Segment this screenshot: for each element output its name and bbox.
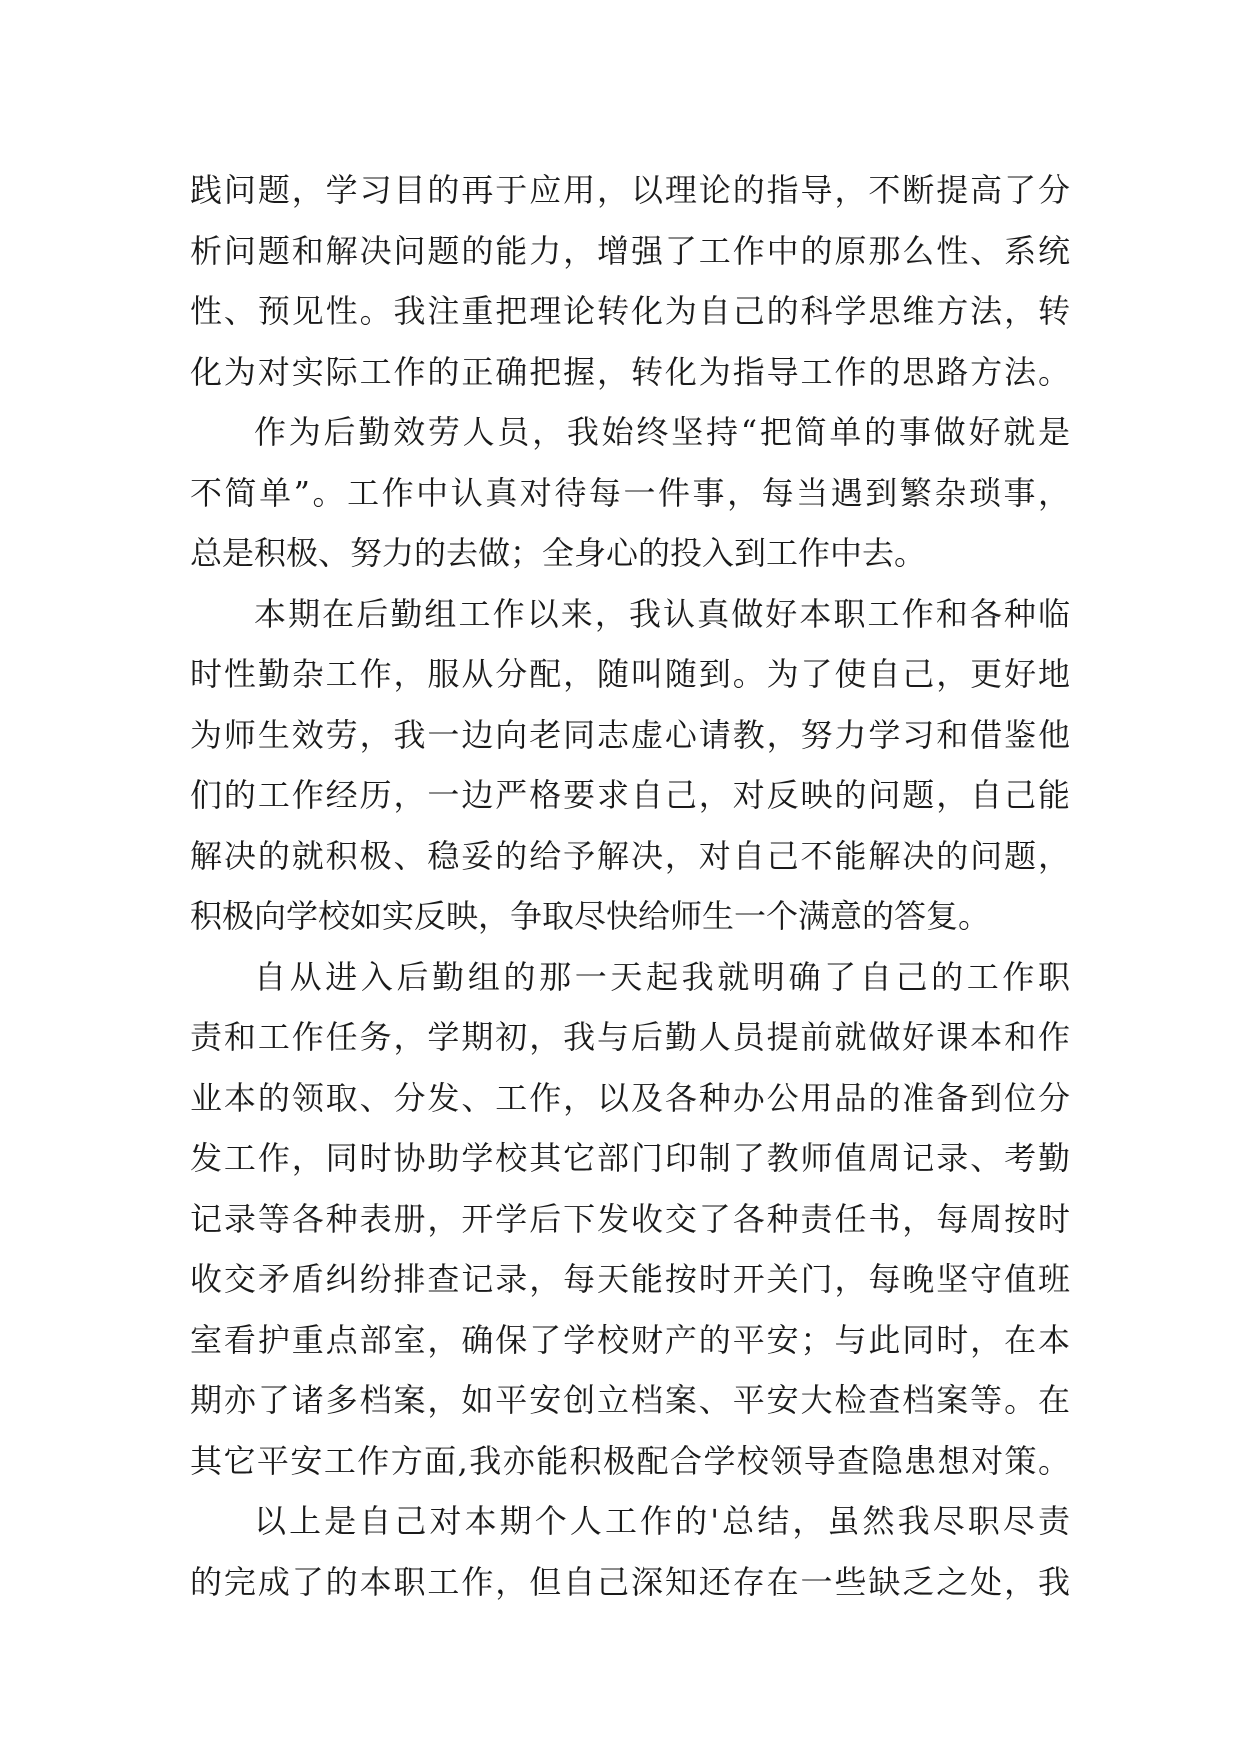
text-line: 们的工作经历，一边严格要求自己，对反映的问题，自己能: [190, 776, 1070, 814]
text-line: 发工作，同时协助学校其它部门印制了教师值周记录、考勤: [190, 1139, 1070, 1177]
text-line: 期亦了诸多档案，如平安创立档案、平安大检查档案等。在: [190, 1381, 1070, 1419]
paragraph-first-line: 自从进入后勤组的那一天起我就明确了自己的工作职: [254, 957, 1070, 996]
paragraph-last-line: 总是积极、努力的去做；全身心的投入到工作中去。: [190, 534, 927, 572]
text-line: 为师生效劳，我一边向老同志虚心请教，努力学习和借鉴他: [190, 715, 1070, 754]
text-line: 化为对实际工作的正确把握，转化为指导工作的思路方法。: [190, 352, 1070, 391]
text-line: 不简单”。工作中认真对待每一件事，每当遇到繁杂琐事，: [190, 473, 1070, 512]
text-line: 时性勤杂工作，服从分配，随叫随到。为了使自己，更好地: [190, 655, 1070, 693]
text-line: 记录等各种表册，开学后下发收交了各种责任书，每周按时: [190, 1199, 1070, 1238]
text-line: 解决的就积极、稳妥的给予解决，对自己不能解决的问题，: [190, 836, 1070, 875]
paragraph-first-line: 以上是自己对本期个人工作的'总结，虽然我尽职尽责: [254, 1502, 1070, 1540]
paragraph-last-line: 积极向学校如实反映，争取尽快给师生一个满意的答复。: [190, 897, 991, 935]
paragraph-first-line: 作为后勤效劳人员，我始终坚持“把简单的事做好就是: [254, 413, 1070, 451]
paragraph-first-line: 本期在后勤组工作以来，我认真做好本职工作和各种临: [254, 594, 1070, 633]
text-line: 收交矛盾纠纷排查记录，每天能按时开关门，每晚坚守值班: [190, 1260, 1070, 1298]
text-line: 性、预见性。我注重把理论转化为自己的科学思维方法，转: [190, 292, 1070, 330]
text-line: 业本的领取、分发、工作，以及各种办公用品的准备到位分: [190, 1078, 1070, 1117]
paragraph-last-line: 其它平安工作方面,我亦能积极配合学校领导查隐患想对策。: [190, 1441, 1070, 1480]
text-line: 责和工作任务，学期初，我与后勤人员提前就做好课本和作: [190, 1018, 1070, 1056]
text-line: 的完成了的本职工作，但自己深知还存在一些缺乏之处，我: [190, 1562, 1070, 1601]
text-line: 析问题和解决问题的能力，增强了工作中的原那么性、系统: [190, 231, 1070, 270]
text-line: 践问题，学习目的再于应用，以理论的指导，不断提高了分: [190, 171, 1070, 209]
body-text: [190, 160, 1070, 1612]
text-line: 室看护重点部室，确保了学校财产的平安；与此同时，在本: [190, 1320, 1070, 1359]
